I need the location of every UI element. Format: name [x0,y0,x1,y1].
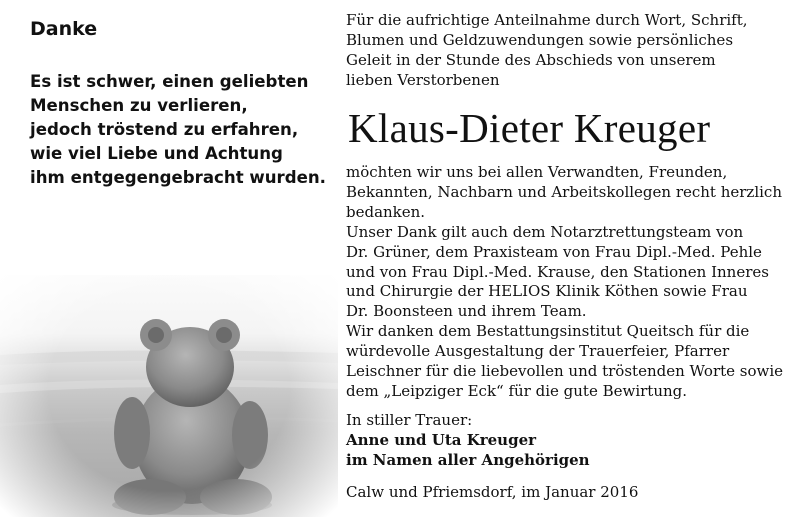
intro-line: Blumen und Geldzuwendungen sowie persönliches [346,30,734,49]
intro-line: Geleit in der Stunde des Abschieds von unserem [346,50,716,69]
mourner-line: Anne und Uta Kreuger [346,431,537,449]
intro-line: Für die aufrichtige Anteilnahme durch Wort, Schrift, [346,11,748,29]
body-line: möchten wir uns bei allen Verwandten, Freunden, [346,163,728,181]
body-line: Dr. Grüner, dem Praxisteam von Frau Dipl.-Med. Pehle [346,242,762,261]
motto-line: Es ist schwer, einen geliebten [30,72,309,91]
body-line: Wir danken dem Bestattungsinstitut Queitsch für die [346,322,750,341]
mourning-intro: In stiller Trauer: [346,411,473,429]
body-line: Dr. Boonsteen und ihrem Team. [346,302,587,321]
mourner-line: im Namen aller Angehörigen [346,450,590,469]
mourners [346,431,590,471]
motto-line: wie viel Liebe und Achtung [30,144,283,163]
right-column [346,0,796,517]
body-line: dem „Leipziger Eck“ für die gute Bewirtung. [346,381,688,400]
intro-text [346,11,748,91]
body-line: bedanken. [346,202,426,221]
body-line: und von Frau Dipl.-Med. Krause, den Stationen Inneres [346,262,769,281]
left-column [0,0,338,517]
motto-line: jedoch tröstend zu erfahren, [30,120,299,139]
intro-line: lieben Verstorbenen [346,70,500,89]
body-line: und Chirurgie der HELIOS Klinik Köthen sowie Frau [346,282,748,301]
body-line: würdevolle Ausgestaltung der Trauerfeier, Pfarrer [346,342,730,361]
body-text [346,163,783,402]
teddy-bear-photo [0,235,338,517]
motto-line: Menschen zu verlieren, [30,96,248,115]
body-line: Leischner für die liebevollen und tröstenden Worte sowie [346,362,784,381]
motto-text [30,70,330,190]
thanks-heading: Danke [30,18,98,40]
body-line: Bekannten, Nachbarn und Arbeitskollegen recht herzlich [346,182,782,201]
body-line: Unser Dank gilt auch dem Notarztrettungsteam von [346,222,744,241]
motto-line: ihm entgegengebracht wurden. [30,168,326,187]
deceased-name: Klaus-Dieter Kreuger [348,105,711,151]
place-date: Calw und Pfriemsdorf, im Januar 2016 [346,483,639,501]
